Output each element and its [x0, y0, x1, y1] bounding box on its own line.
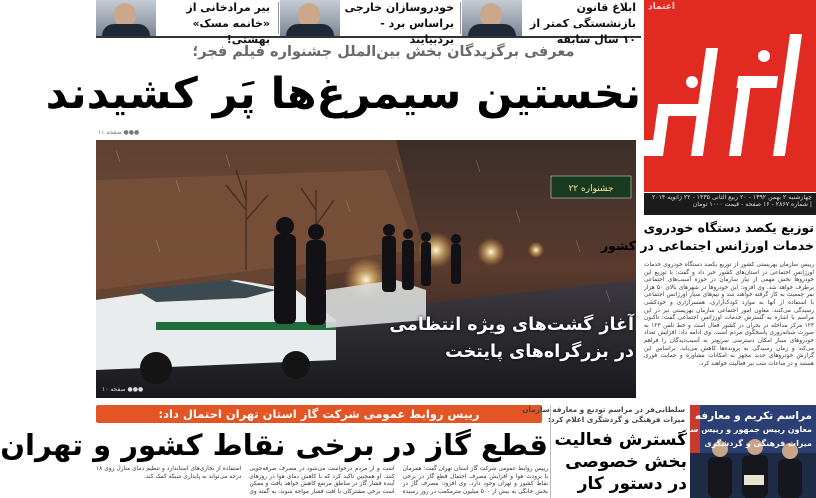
ceremony-caption-line-2: معاون رییس جمهور و رییس سازمان	[668, 425, 812, 434]
highway-sign-text: جشنواره ۲۲	[568, 184, 614, 194]
mid-story-title-line-3[interactable]: در دستور کار	[577, 474, 687, 494]
teaser-1-text: بیر مرادخانی از «خانمه مسک» بهشتی!	[186, 1, 270, 46]
lead-page-ref: ●●● صفحه ۱۱	[98, 129, 140, 136]
teaser-2[interactable]	[280, 0, 458, 46]
teaser-3-photo	[462, 0, 522, 36]
ceremony-photo	[668, 405, 816, 498]
mid-story-kicker-line-2: میراث فرهنگی و گردشگری اعلام کرد:	[547, 415, 685, 424]
teaser-2-photo	[280, 0, 340, 36]
ceremony-caption-line-1: مراسم تکریم و معارفه	[694, 410, 812, 422]
mid-story-title-line-1[interactable]: گسترش فعالیت	[554, 430, 687, 450]
teaser-3[interactable]	[462, 0, 640, 46]
lead-kicker: معرفی برگزیدگان بخش بین‌الملل جشنواره فیلم فجر؛	[192, 44, 575, 60]
bottom-story-kicker: رییس روابط عمومی شرکت گاز استان تهران احتمال داد:	[96, 405, 542, 423]
newspaper-logo	[652, 20, 808, 170]
ceremony-caption	[668, 409, 812, 451]
lead-headline[interactable]: نخستین سیمرغ‌ها پَر کشیدند	[45, 69, 641, 119]
photo-caption-line-1[interactable]: آغاز گشت‌های ویژه انتظامی	[389, 315, 634, 335]
mid-story-kicker-line-1: سلطانی‌فر در مراسم تودیع و معارفه سازمان	[522, 405, 685, 414]
photo-caption-line-2[interactable]: در بزرگراه‌های پایتخت	[445, 342, 634, 362]
ceremony-caption-line-3: میراث فرهنگی و گردشگری	[704, 439, 812, 448]
teaser-1[interactable]	[96, 0, 276, 46]
masthead-name: اعتماد	[648, 2, 675, 12]
side-story-body: رییس سازمان بهزیستی کشور از توزیع یکصد دستگاه خودروی خدمات اورژانس اجتماعی در استان‌های کشور خبر داد و گفت: با توزیع این خودروها بخش مهمی از نیاز سازمان در حوزه آسیب‌های اجتماعی برطرف خواهد شد. وی افزود: این خودروها در شهرهای بالای ۵۰ هزار نفر جمعیت به کار گرفته خواهند شد و تیم‌های سیار اورژانس اجتماعی با استفاده از آنها به موارد کودک‌آزاری، همسرآزاری و خودکشی رسیدگی می‌کنند. معاون امور اجتماعی سازمان بهزیستی نیز در این مراسم با اشاره به گسترش خدمات اورژانس اجتماعی گفت: تاکنون ۱۲۳ مرکز مداخله در بحران در کشور فعال است و خط تلفن ۱۲۳ به صورت شبانه‌روزی پاسخگوی مردم است. وی ادامه داد: افزایش تعداد خودروهای سیار امکان دسترسی سریع‌تر به آسیب‌دیدگان را فراهم می‌کند و زمان رسیدگی به پرونده‌ها کاهش می‌یابد. براساس این گزارش خودروهای جدید مجهز به امکانات مشاوره و حمایت فوری هستند و در ساعات شب نیز فعالیت خواهند کرد.	[644, 262, 814, 367]
side-story-title-line-2[interactable]: خدمات اورژانس اجتماعی در کشور	[600, 238, 814, 253]
teaser-strip	[96, 0, 641, 46]
side-story-title-line-1[interactable]: توزیع یکصد دستگاه خودروی	[643, 220, 814, 235]
photo-page-ref: ●●● صفحه ۱۰	[102, 386, 144, 393]
dateline: چهارشنبه ۲ بهمن ۱۳۹۲ - ۲۰ ربیع الثانی ۱۴۳۵ - ۲۲ ژانویه ۲۰۱۴ | شماره ۲۸۶۷ - ۱۶ صفحه - قیمت ۱۰۰۰ تومان	[644, 193, 816, 215]
mid-story-title-line-2[interactable]: بخش خصوصی	[565, 452, 687, 472]
bottom-story-body: رییس روابط عمومی شرکت گاز استان تهران گفت: همزمان با برودت هوا و افزایش مصرف احتمال قطع گاز در برخی نقاط کشور و تهران وجود دارد. وی افزود: مصرف گاز در بخش خانگی به بیش از ۵۰۰ میلیون مترمکعب در روز رسیده است و از مردم درخواست می‌شود در مصرف صرفه‌جویی کنند. او همچنین تاکید کرد که با کاهش دمای هوا در روزهای آینده فشار گاز در مناطق مرتفع کاهش خواهد یافت و ممکن است برخی مشترکان با افت فشار مواجه شوند. به گفته وی استفاده از بخاری‌های استاندارد و تنظیم دمای منازل روی ۱۸ درجه می‌تواند به پایداری شبکه کمک کند.	[96, 466, 548, 495]
masthead	[644, 0, 816, 192]
main-photo	[96, 140, 636, 398]
teaser-1-photo	[96, 0, 156, 36]
teaser-2-text: خودروسازان خارجی براساس برد - بردبیایند	[344, 1, 454, 46]
bottom-story-title[interactable]: قطع گاز در برخی نقاط کشور و تهران	[0, 428, 548, 462]
teaser-3-text: ابلاغ قانون بازنشستگی کمتر از ۱۰ سال سابقه	[530, 1, 636, 46]
